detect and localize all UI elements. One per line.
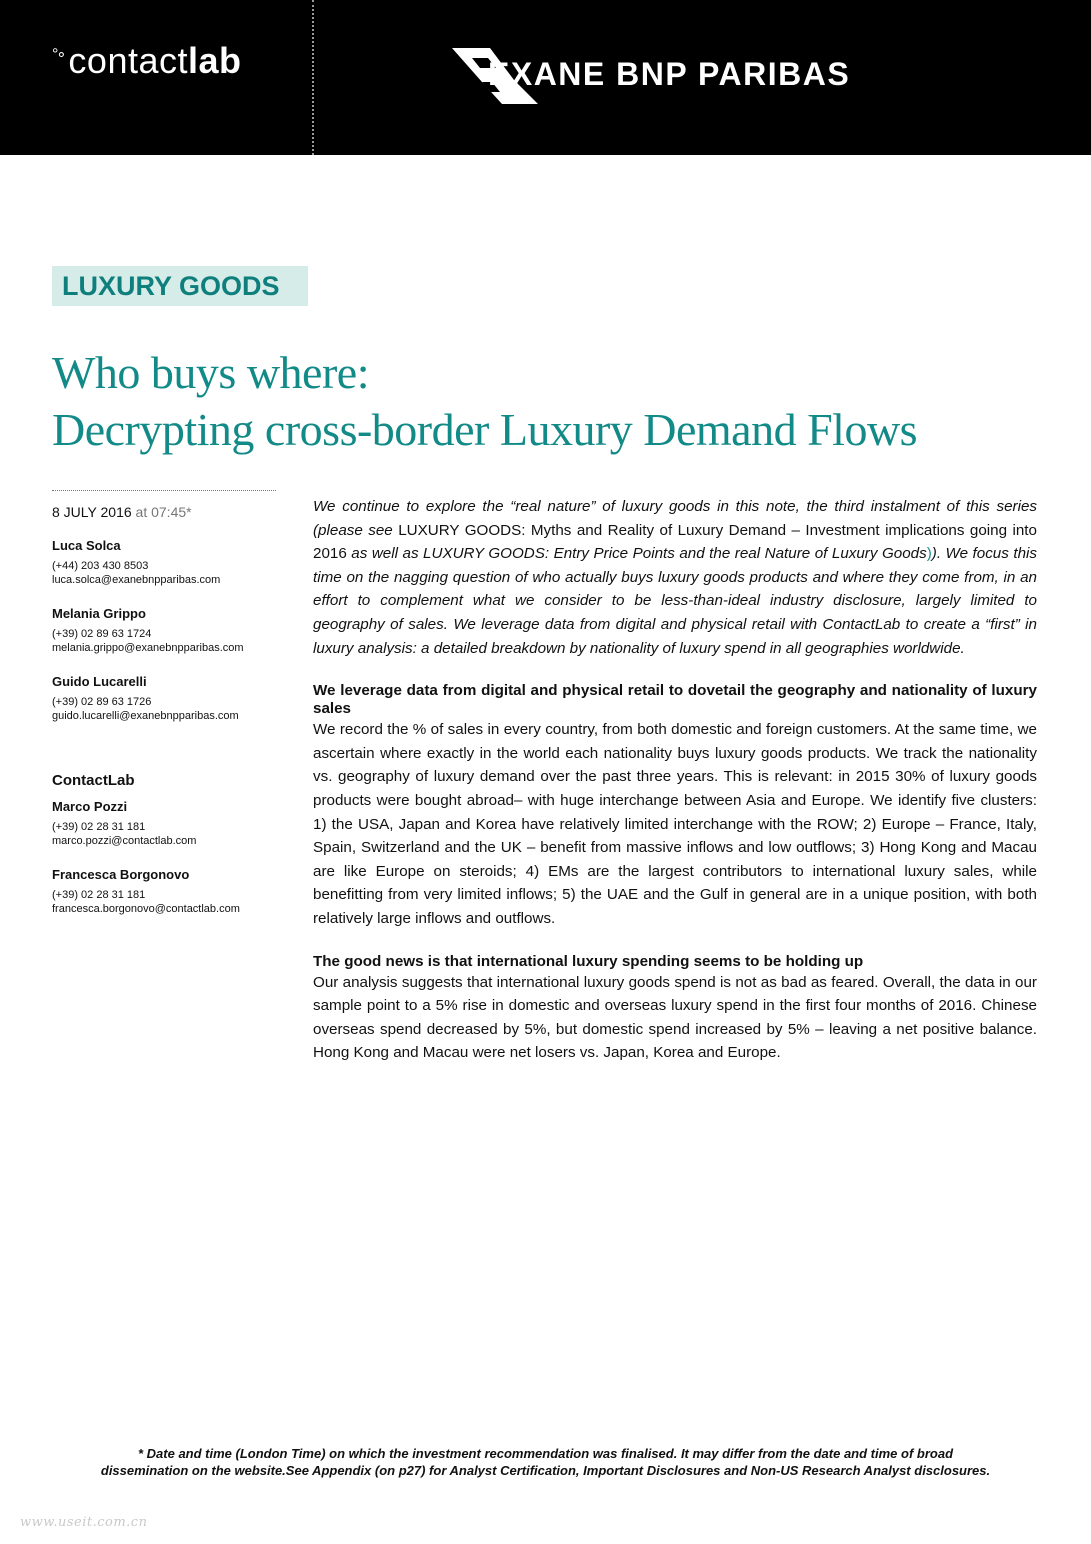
intro-text: as well as LUXURY GOODS: Entry Price Points and the real Nature of Luxury Goods [346, 545, 927, 563]
contactlab-logo-suffix: lab [188, 40, 242, 81]
sidebar-rule [52, 490, 276, 491]
author-card [52, 606, 276, 655]
contactlab-logo-prefix: contact [68, 40, 188, 81]
contactlab-group-label: ContactLab [52, 772, 135, 789]
exane-logo-text: EXANE BNP PARIBAS [488, 56, 851, 92]
title-line-1: Who buys where: [52, 347, 369, 398]
author-phone: (+39) 02 89 63 1724 [52, 628, 152, 640]
section-body: We record the % of sales in every country, from both domestic and foreign customers. At the same time, we ascertain where exactly in the world each nationality buys luxury goods products. We track the nationality vs. geography of luxury demand over the past three years. This is relevant: in 2015 30% of luxury goods products were bought abroad– with huge interchange between Asia and Europe. We identify five clusters: 1) the USA, Japan and Korea have relatively limited interchange with the ROW; 2) Europe – France, Italy, Spain, Switzerland and the UK – benefit from massive inflows and low outflows; 3) Hong Kong and Macau are like Europe on steroids; 4) EMs are the largest contributors to international luxury sales, while benefitting from very limited inflows; 5) the UAE and the Gulf in general are in a unique position, with both relatively large inflows and outflows. [313, 721, 1037, 927]
intro-text: ). We focus this time on the nagging question of who actually buys luxury goods products and where they come from, in an effort to complement what we consider to be less-than-ideal industry disclosure, largely limited to geography of sales. We leverage data from digital and physical retail with ContactLab to create a “first” in luxury analysis: a detailed breakdown by nationality of luxury spend in all geographies worldwide. [313, 545, 1037, 657]
intro-paragraph [313, 495, 1037, 660]
author-name: Guido Lucarelli [52, 674, 147, 689]
author-email[interactable]: guido.lucarelli@exanebnpparibas.com [52, 710, 239, 722]
report-body [313, 495, 1037, 1065]
author-sidebar [52, 490, 276, 916]
title-line-2: Decrypting cross-border Luxury Demand Flows [52, 404, 918, 455]
author-name: Francesca Borgonovo [52, 867, 190, 882]
author-phone: (+39) 02 28 31 181 [52, 821, 146, 833]
section-heading: The good news is that international luxury spending seems to be holding up [313, 952, 864, 970]
footnote-line: dissemination on the website.See Appendix (on p27) for Analyst Certification, Important Disclosures and Non-US Research Analyst disclosures. [100, 1463, 991, 1478]
footnote-line: * Date and time (London Time) on which the investment recommendation was finalised. It may differ from the date and time of broad [137, 1446, 954, 1461]
section-heading: We leverage data from digital and physical retail to dovetail the geography and nationality of luxury sales [313, 682, 1037, 718]
author-card [52, 867, 276, 916]
contactlab-dots-icon: °∘ [52, 46, 65, 63]
author-name: Marco Pozzi [52, 799, 128, 814]
author-card [52, 538, 276, 587]
time-text: at 07:45* [135, 504, 192, 520]
header-divider [312, 0, 314, 155]
author-phone: (+39) 02 28 31 181 [52, 889, 146, 901]
section-body: Our analysis suggests that international luxury goods spend is not as bad as feared. Overall, the data in our sample point to a 5% rise in domestic and overseas luxury spend in the first four months of 2016. Chinese overseas spend decreased by 5%, but domestic spend increased by 5% – leaving a net positive balance. Hong Kong and Macau were net losers vs. Japan, Korea and Europe. [313, 973, 1037, 1062]
author-email[interactable]: melania.grippo@exanebnpparibas.com [52, 642, 244, 654]
page-title [52, 344, 917, 458]
intro-link-paren: ) [926, 545, 932, 563]
date-text: 8 JULY 2016 [52, 504, 132, 520]
publication-date [52, 504, 276, 520]
sector-tag: LUXURY GOODS [52, 266, 308, 306]
intro-text: We continue to explore the “real nature” of luxury goods in this note, the third instalment of this series (please see [313, 498, 1037, 539]
intro-reference-link[interactable]: LUXURY GOODS: Myths and Reality of Luxury Demand – Investment implications going into 2016 [313, 521, 1037, 563]
author-name: Melania Grippo [52, 606, 146, 621]
author-email[interactable]: luca.solca@exanebnpparibas.com [52, 574, 221, 586]
author-name: Luca Solca [52, 538, 121, 553]
author-card [52, 799, 276, 848]
author-card [52, 674, 276, 723]
contactlab-logo [52, 40, 242, 82]
header-band [0, 0, 1091, 155]
author-phone: (+44) 203 430 8503 [52, 560, 149, 572]
author-phone: (+39) 02 89 63 1726 [52, 696, 152, 708]
author-email[interactable]: francesca.borgonovo@contactlab.com [52, 903, 240, 915]
author-email[interactable]: marco.pozzi@contactlab.com [52, 835, 197, 847]
watermark: www.useit.com.cn [20, 1515, 148, 1530]
disclosure-footnote [40, 1445, 1051, 1479]
